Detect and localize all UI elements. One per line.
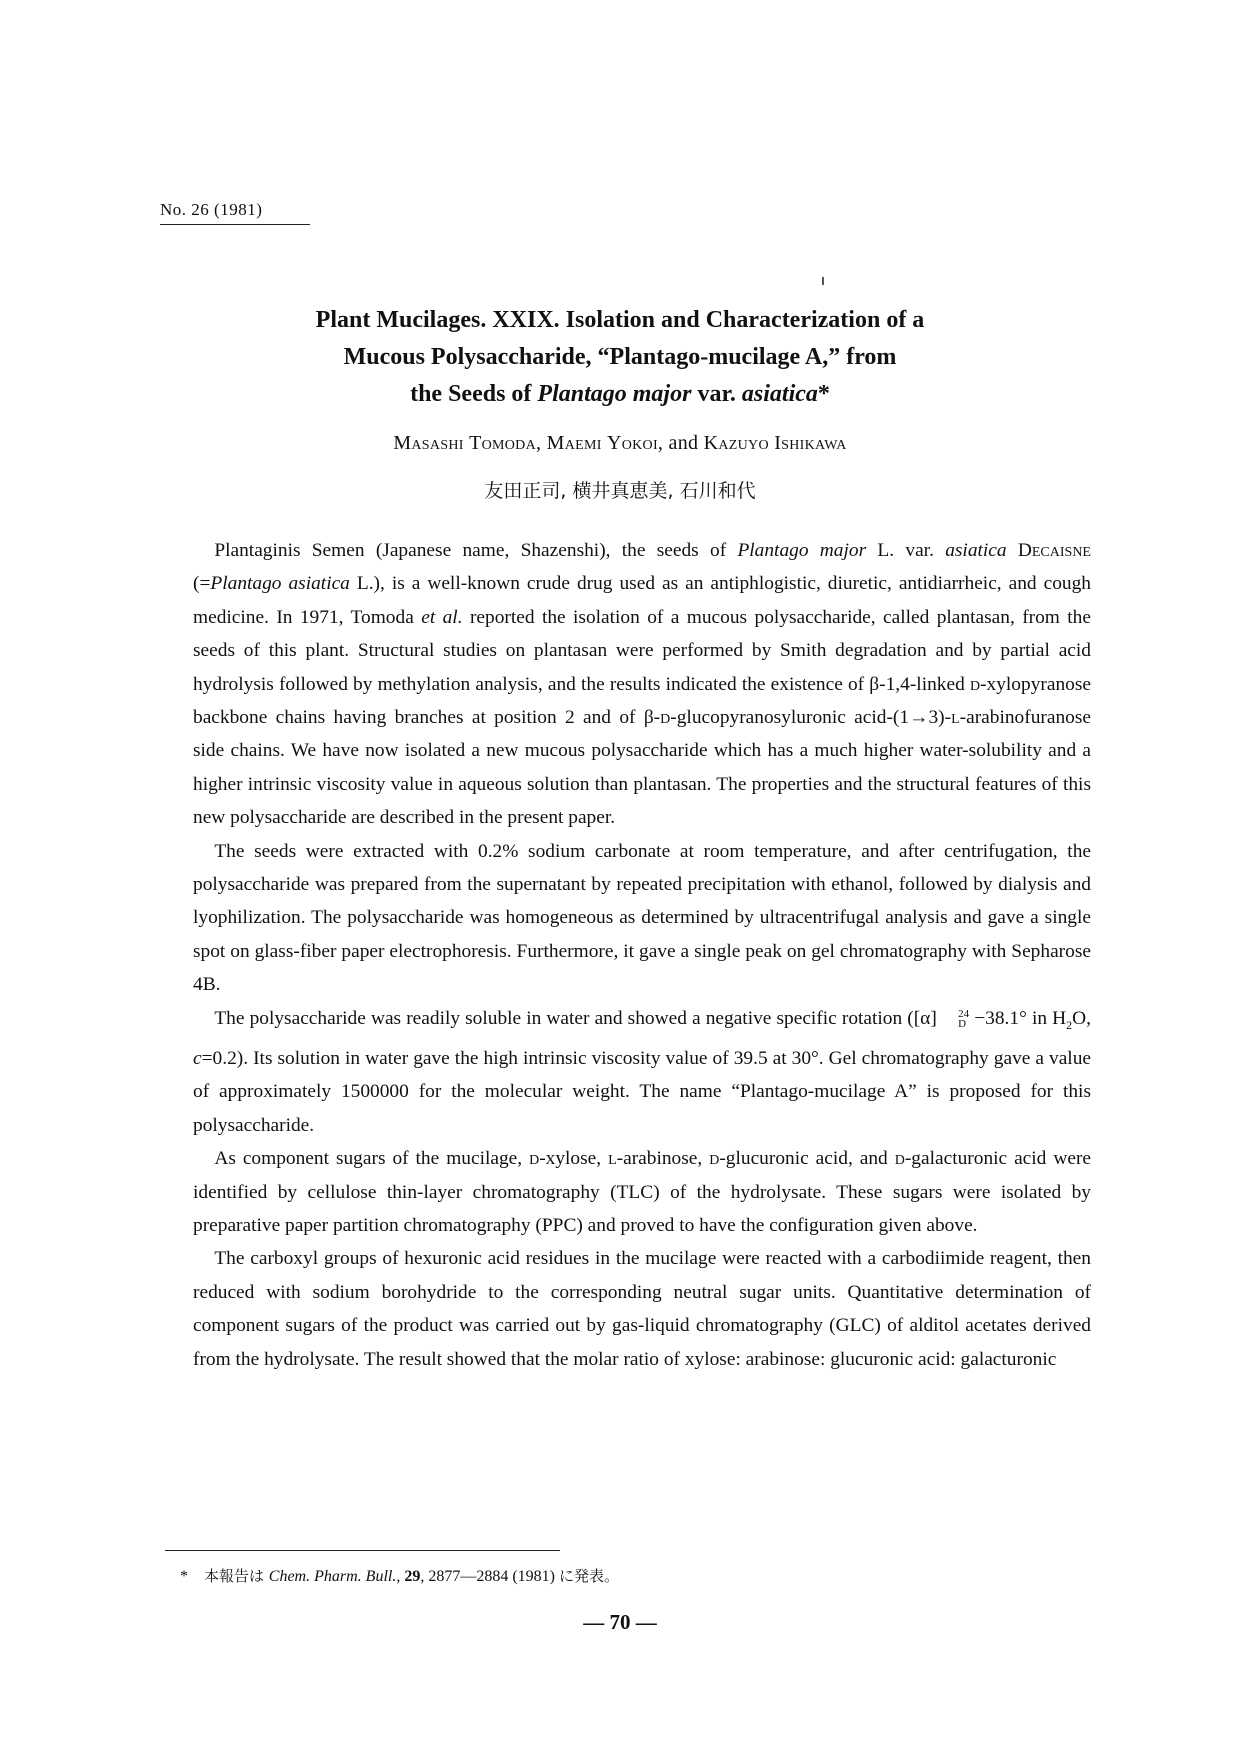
paragraph-2: The seeds were extracted with 0.2% sodium carbonate at room temperature, and after centrifugation, the polysaccharide was prepared from the supernatant by repeated precipitation with ethanol, followed by dialysis and lyophilization. The polysaccharide was homogeneous as determined by ultracentrifugal analysis and gave a single spot on glass-fiber paper electrophoresis. Furthermore, it gave a single peak on gel chromatography with Sepharose 4B.	[193, 840, 1091, 996]
journal-pages: , 2877—2884 (1981)	[420, 1568, 559, 1585]
subscript: D	[958, 1018, 967, 1031]
text	[1007, 540, 1018, 561]
text: ,	[396, 1568, 405, 1585]
small-caps-text: d	[969, 673, 981, 695]
italic-text: et al.	[421, 606, 463, 628]
journal-volume: 29	[404, 1568, 421, 1585]
journal-name: Chem. Pharm. Bull.	[268, 1568, 397, 1585]
author-first-name: Masashi	[393, 432, 464, 454]
paper-title	[150, 302, 1090, 413]
small-caps-text: l	[951, 707, 960, 729]
text: Plantaginis Semen (Japanese name, Shazenshi), the seeds of	[214, 540, 738, 561]
title-line-2: Mucous Polysaccharide, “Plantago-mucilage A,” from	[343, 344, 897, 370]
small-caps-text: d	[709, 1148, 720, 1170]
text: -arabinofuranose side chains. We have now isolated a new mucous polysaccharide which has a much higher water-solubility and a higher intrinsic viscosity value in aqueous solution than plantasan. The properties and the structural features of this new polysaccharide are described in the present paper.	[193, 707, 1092, 829]
text: O,	[1072, 1007, 1091, 1029]
title-text: the Seeds of	[410, 381, 538, 407]
footnote	[180, 1565, 619, 1586]
text: =0.2). Its solution in water gave the high intrinsic viscosity value of 39.5 at 30°. Gel chromatography gave a value of approximately 1500000 for the molecular weight. The name “Plantago-mucilage A” is proposed for this polysaccharide.	[193, 1047, 1091, 1136]
text: As component sugars of the mucilage,	[214, 1148, 530, 1170]
subscript: 2	[1066, 1017, 1073, 1032]
rotation-indices	[937, 1009, 969, 1029]
superscript: 24	[958, 1008, 970, 1021]
footnote-japanese: 本報告は	[204, 1567, 269, 1585]
paragraph-5: The carboxyl groups of hexuronic acid residues in the mucilage were reacted with a carbodiimide reagent, then reduced with sodium borohydride to the corresponding neutral sugar units. Quantitative determination of component sugars of the product was carried out by gas-liquid chromatography (GLC) of alditol acetates derived from the hydrolysate. The result showed that the molar ratio of xylose: arabinose: glucuronic acid: galacturonic	[193, 1248, 1091, 1370]
text: -arabinose,	[616, 1148, 710, 1170]
italic-text: Plantago asiatica	[210, 573, 350, 595]
footnote-japanese: に発表。	[558, 1567, 619, 1585]
small-caps-text: d	[660, 707, 671, 729]
paragraph-4	[193, 1142, 1091, 1242]
footnote-marker: *	[817, 381, 830, 407]
scan-mark	[822, 277, 824, 285]
text: −38.1° in H	[969, 1007, 1067, 1029]
page-number: — 70 —	[583, 1610, 657, 1634]
text: L.), is a well-known crude drug used as an antiphlogistic, diuretic, antidiarrheic, and cough medicine. In 1971, Tomoda	[193, 573, 1091, 628]
author-first-name: Kazuyo	[703, 432, 769, 454]
title-text: var.	[691, 381, 742, 407]
paragraph-1	[193, 534, 1091, 835]
title-line-1: Plant Mucilages. XXIX. Isolation and Characterization of a	[315, 307, 925, 333]
title-line-3	[150, 376, 1090, 413]
author-conjunction: and	[668, 432, 699, 454]
title-species: Plantago major	[537, 381, 692, 407]
text: -glucopyranosyluronic acid-(1→3)-	[670, 707, 952, 729]
issue-number: No. 26 (1981)	[160, 200, 310, 225]
italic-text: c	[193, 1047, 202, 1069]
text: -xylose,	[539, 1148, 609, 1170]
text: -galacturonic acid were identified by cellulose thin-layer chromatography (TLC) of the hydrolysate. These sugars were isolated by preparative paper partition chromatography (PPC) and proved to have the configuration given above.	[193, 1148, 1092, 1236]
author-first-name: Maemi	[546, 432, 602, 454]
footnote-marker: *	[180, 1568, 188, 1585]
text: L. var.	[866, 540, 946, 561]
italic-text: asiatica	[945, 540, 1007, 561]
body-text	[193, 534, 1091, 1376]
author-last-name: Ishikawa	[774, 432, 847, 454]
text: (=	[193, 573, 211, 595]
text: -xylopyranose backbone chains having branches at position 2 and of β-	[193, 673, 1091, 729]
text: -glucuronic acid, and	[719, 1148, 895, 1170]
footnote-divider	[165, 1550, 560, 1551]
small-caps-text: d	[894, 1148, 905, 1170]
small-caps-text: d	[529, 1148, 540, 1170]
text: The polysaccharide was readily soluble in water and showed a negative specific rotation ([α]	[214, 1007, 937, 1029]
title-variety: asiatica	[741, 381, 818, 407]
small-caps-text: l	[608, 1148, 617, 1170]
text: reported the isolation of a mucous polysaccharide, called plantasan, from the seeds of this plant. Structural studies on plantasan were performed by Smith degradation and by partial acid hydrolysis followed by methylation analysis, and the results indicated the existence of β-1,4-linked	[193, 606, 1091, 695]
author-list-japanese: 友田正司, 横井真恵美, 石川和代	[484, 480, 756, 502]
author-citation: Decaisne	[1017, 540, 1091, 561]
author-list: Masashi Tomoda, Maemi Yokoi, and Kazuyo Ishikawa	[393, 432, 847, 454]
paragraph-3	[193, 1002, 1091, 1143]
author-last-name: Tomoda	[469, 432, 536, 454]
author-last-name: Yokoi	[606, 432, 658, 454]
italic-text: Plantago major	[737, 540, 867, 561]
